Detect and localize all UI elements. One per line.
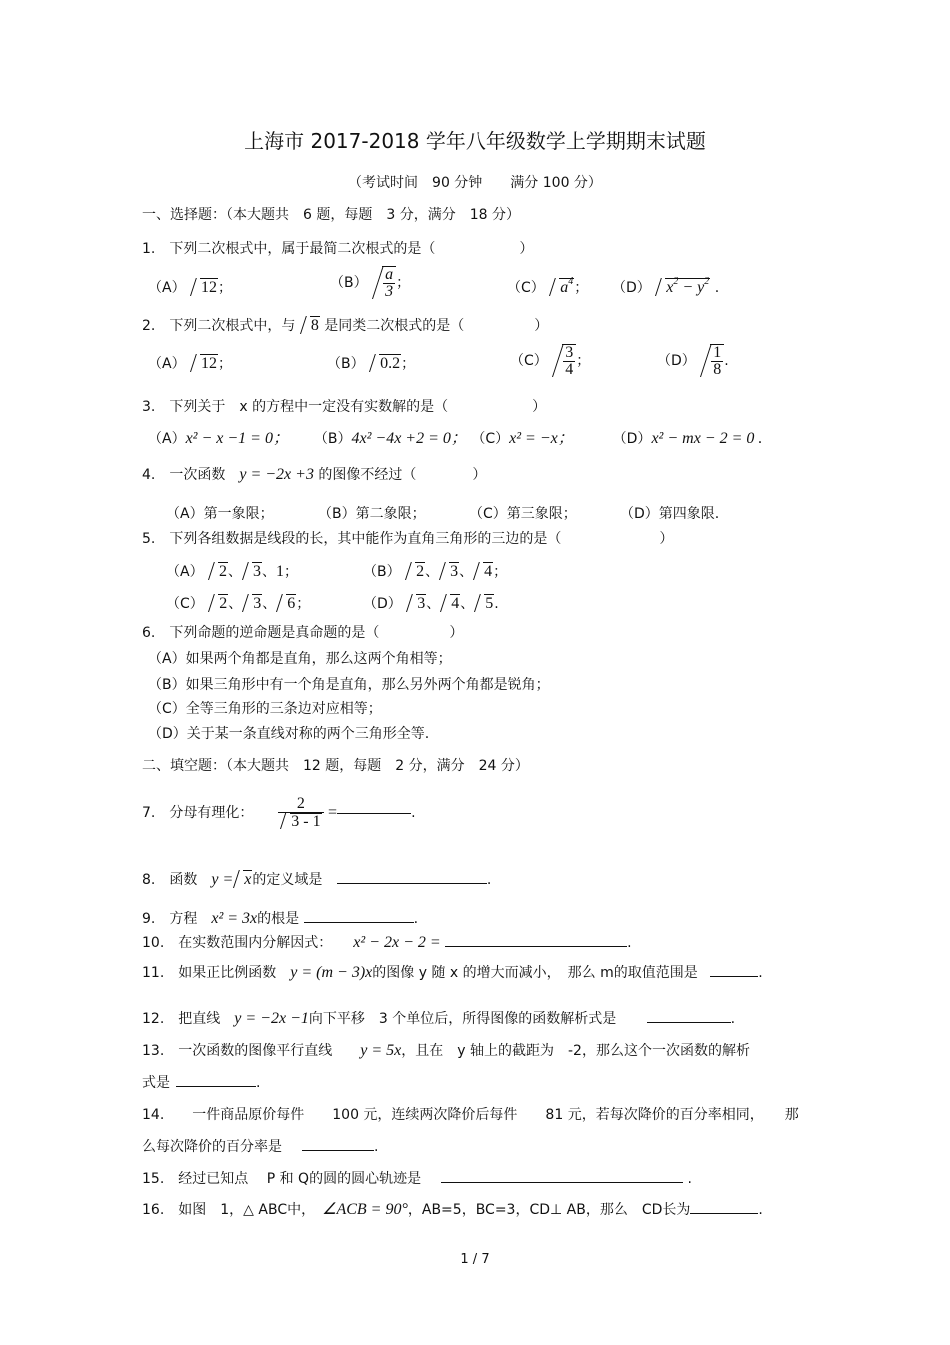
q9: 9. 方程 x² = 3x的根是 .	[142, 910, 419, 927]
q15-answer-blank[interactable]	[441, 1182, 683, 1183]
q7: 7. 分母有理化： $\frac{2}{3 - 1}$ = .	[142, 795, 416, 830]
q9-answer-blank[interactable]	[304, 922, 414, 923]
page-title: 上海市 2017-2018 学年八年级数学上学期期末试题	[244, 129, 706, 153]
q11: 11. 如果正比例函数 y = (m − 3)x的图像 y 随 x 的增大而减小， 那么 m的取值范围是 .	[142, 964, 763, 981]
q4-option-a: （A）第一象限；	[166, 506, 274, 522]
q6-option-d: （D）关于某一条直线对称的两个三角形全等.	[148, 726, 430, 742]
q4-option-c: （C）第三象限；	[469, 506, 577, 522]
q2-option-c: （C） $\frac{3}{4}$ ；	[510, 344, 591, 378]
q15: 15. 经过已知点 P 和 Q的圆的圆心轨迹是 .	[142, 1171, 692, 1187]
q14: 14. 一件商品原价每件 100 元，连续两次降价后每件 81 元，若每次降价的百分率相同， 那	[142, 1107, 799, 1123]
q6-option-c: （C）全等三角形的三条边对应相等；	[148, 701, 382, 717]
q5-option-a: （A） 2、 3、1；	[166, 563, 299, 580]
section-2-heading: 二、填空题：（本大题共 12 题，每题 2 分，满分 24 分）	[142, 758, 529, 774]
q8: 8. 函数 y = x的定义域是 .	[142, 871, 492, 888]
q11-answer-blank[interactable]	[710, 976, 758, 977]
q2-stem: 2. 下列二次根式中，与 8 是同类二次根式的是（ ）	[142, 317, 549, 334]
q7-answer-blank[interactable]	[337, 813, 411, 814]
q10: 10. 在实数范围内分解因式： x² − 2x − 2 = .	[142, 934, 632, 951]
q6-option-a: （A）如果两个角都是直角，那么这两个角相等；	[148, 651, 452, 667]
q6-stem: 6. 下列命题的逆命题是真命题的是（ ）	[142, 625, 464, 641]
q2-option-d: （D） $\frac{1}{8}$ .	[657, 344, 729, 378]
q2-option-b: （B） 0.2；	[327, 355, 416, 372]
q5-option-c: （C） 2、 3、 6；	[166, 595, 311, 612]
q13-cont: 式是 .	[142, 1075, 261, 1091]
q14-cont: 么每次降价的百分率是 .	[142, 1139, 379, 1155]
page-number: 1 / 7	[460, 1252, 490, 1267]
q4-option-d: （D）第四象限.	[620, 506, 720, 522]
q12: 12. 把直线 y = −2x −1向下平移 3 个单位后，所得图像的函数解析式是 .	[142, 1010, 736, 1027]
q13-answer-blank[interactable]	[176, 1086, 256, 1087]
q12-answer-blank[interactable]	[647, 1022, 731, 1023]
sqrt-12: 12	[201, 279, 218, 296]
page-subtitle: （考试时间 90 分钟 满分 100 分）	[348, 175, 602, 191]
q3-stem: 3. 下列关于 x 的方程中一定没有实数解的是（ ）	[142, 399, 547, 415]
q5-option-d: （D） 3、 4、 5.	[363, 595, 499, 612]
q5-option-b: （B） 2、 3、 4；	[363, 563, 508, 580]
q1-option-b: （B） $\frac{a}{3}$ ；	[330, 266, 411, 300]
q1-option-d: （D） $x^2 - y^2$ .	[612, 276, 720, 296]
q14-answer-blank[interactable]	[302, 1150, 374, 1151]
q1-stem: 1. 下列二次根式中，属于最简二次根式的是（ ）	[142, 241, 534, 257]
q16: 16. 如图 1，△ ABC中， ∠ACB = 90°，AB=5，BC=3，CD⊥ AB，那么 CD长为 .	[142, 1201, 763, 1218]
q1-option-a: （A） 12；	[148, 279, 233, 296]
q6-option-b: （B）如果三角形中有一个角是直角，那么另外两个角都是锐角；	[148, 677, 550, 693]
q1-option-c: （C） $a^4$；	[507, 276, 589, 296]
q5-stem: 5. 下列各组数据是线段的长，其中能作为直角三角形的三边的是（ ）	[142, 531, 674, 547]
q8-answer-blank[interactable]	[337, 883, 487, 884]
q4-stem: 4. 一次函数 y = −2x +3 的图像不经过（ ）	[142, 466, 487, 483]
section-1-heading: 一、选择题：（本大题共 6 题，每题 3 分，满分 18 分）	[142, 207, 520, 223]
q3-options: （A）x² − x −1 = 0； （B）4x² −4x +2 = 0； （C）x² = −x； （D）x² − mx − 2 = 0 .	[148, 430, 763, 447]
q16-answer-blank[interactable]	[690, 1213, 758, 1214]
q13: 13. 一次函数的图像平行直线 y = 5x，且在 y 轴上的截距为 -2，那么这个一次函数的解析	[142, 1042, 750, 1059]
q10-answer-blank[interactable]	[445, 946, 627, 947]
q4-option-b: （B）第二象限；	[318, 506, 426, 522]
q2-option-a: （A） 12；	[148, 355, 233, 372]
